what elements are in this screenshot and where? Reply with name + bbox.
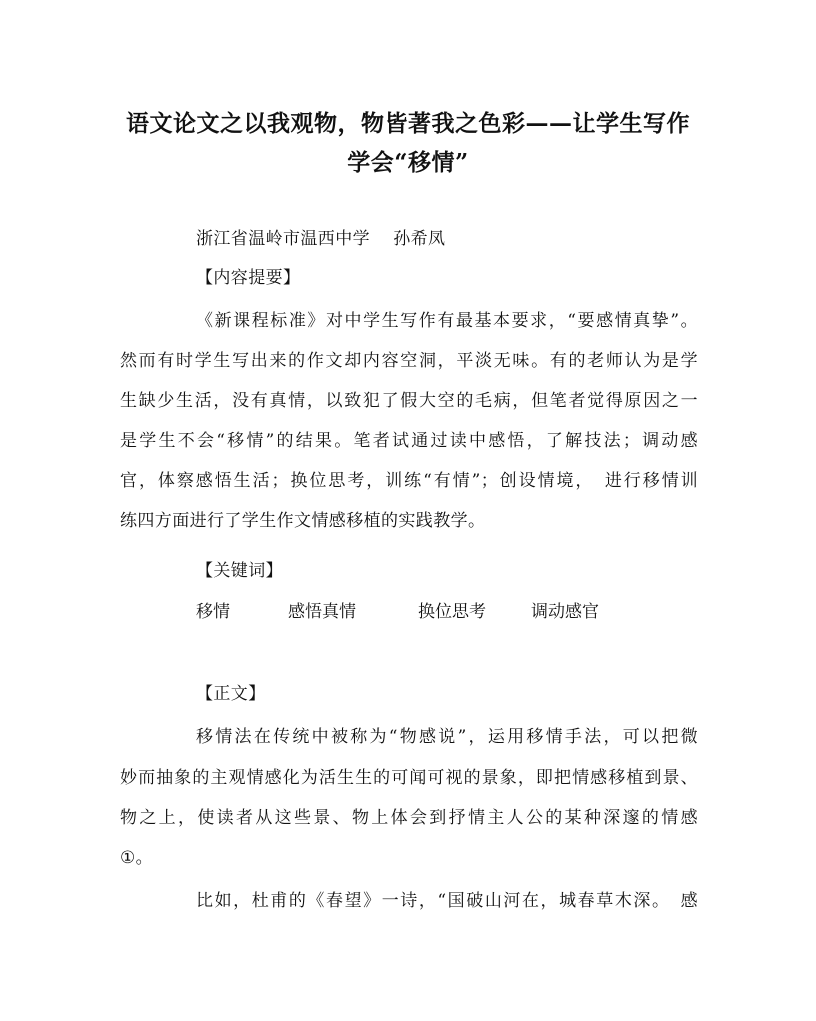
- body-line-2: 妙而抽象的主观情感化为活生生的可闻可视的景象，即把情感移植到景、: [120, 768, 698, 788]
- keywords-heading: 【关键词】: [196, 561, 283, 581]
- abstract-line-3: 生缺少生活，没有真情，以致犯了假大空的毛病，但笔者觉得原因之一: [120, 391, 698, 411]
- author-line: 浙江省温岭市温西中学 孙希凤: [196, 229, 446, 249]
- body-line-1: 移情法在传统中被称为“物感说”，运用移情手法，可以把微: [196, 727, 698, 747]
- abstract-line-1: 《新课程标准》对中学生写作有最基本要求，“要感情真挚”。: [196, 311, 698, 331]
- keyword-item: 换位思考: [418, 602, 486, 622]
- abstract-heading: 【内容提要】: [196, 268, 301, 288]
- document-title-line-2: 学会“移情”: [347, 149, 469, 176]
- abstract-line-4: 是学生不会“移情”的结果。笔者试通过读中感悟，了解技法；调动感: [120, 431, 698, 451]
- body-line-5: 比如，杜甫的《春望》一诗，“国破山河在，城春草木深。 感: [196, 891, 698, 911]
- keyword-item: 移情: [196, 602, 230, 622]
- body-line-4: ①。: [120, 848, 154, 868]
- body-heading: 【正文】: [196, 684, 266, 704]
- document-title-line-1: 语文论文之以我观物，物皆著我之色彩——让学生写作: [126, 110, 690, 137]
- keyword-item: 感悟真情: [288, 602, 356, 622]
- keyword-item: 调动感官: [531, 602, 599, 622]
- body-line-3: 物之上，使读者从这些景、物上体会到抒情主人公的某种深邃的情感: [120, 808, 698, 828]
- abstract-line-2: 然而有时学生写出来的作文却内容空洞，平淡无味。有的老师认为是学: [120, 351, 698, 371]
- abstract-line-6: 练四方面进行了学生作文情感移植的实践教学。: [120, 511, 486, 531]
- abstract-line-5: 官，体察感悟生活；换位思考，训练“有情”；创设情境， 进行移情训: [120, 471, 698, 491]
